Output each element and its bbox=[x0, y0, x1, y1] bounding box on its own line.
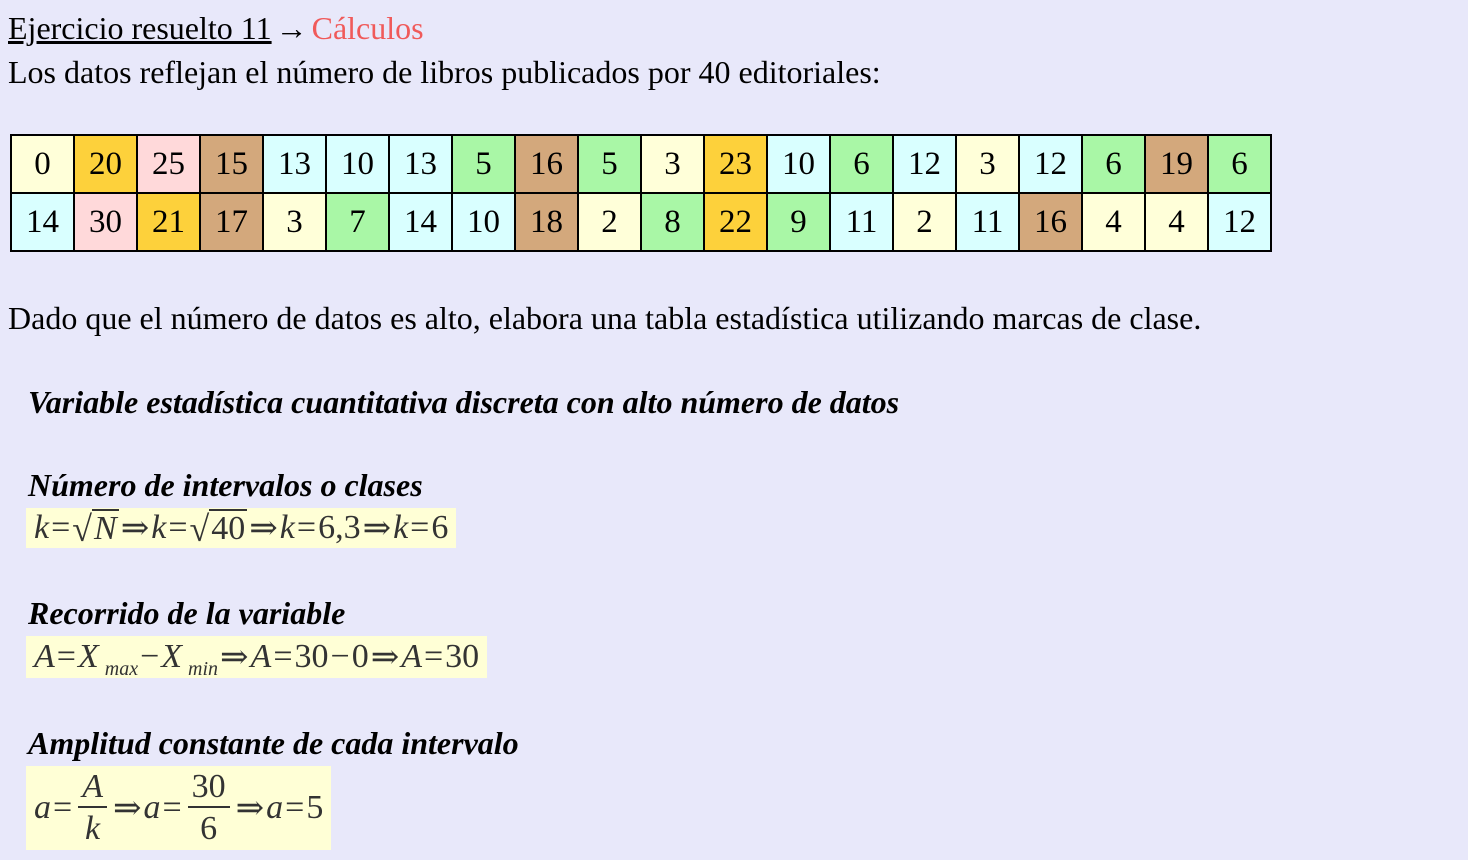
denominator-k: k bbox=[85, 810, 101, 847]
variable-heading: Variable estadística cuantitativa discreta con alto número de datos bbox=[28, 384, 900, 420]
table-cell: 12 bbox=[1019, 135, 1082, 193]
k-result: 6 bbox=[431, 509, 449, 546]
fraction-30-over-6 bbox=[188, 770, 230, 846]
table-cell: 10 bbox=[767, 135, 830, 193]
table-cell: 10 bbox=[326, 135, 389, 193]
implies-icon: ⇒ bbox=[235, 790, 265, 827]
table-cell: 12 bbox=[893, 135, 956, 193]
table-cell: 21 bbox=[137, 193, 200, 251]
exercise-header bbox=[8, 8, 424, 48]
implies-icon: ⇒ bbox=[362, 510, 392, 547]
k-var: k bbox=[393, 509, 409, 546]
implies-icon: ⇒ bbox=[112, 790, 142, 827]
table-cell: 25 bbox=[137, 135, 200, 193]
arrow-icon: → bbox=[275, 10, 308, 46]
range-formula bbox=[26, 636, 487, 678]
equals-sign: = bbox=[296, 509, 317, 546]
table-cell: 14 bbox=[389, 193, 452, 251]
table-cell: 11 bbox=[956, 193, 1019, 251]
intervals-title: Número de intervalos o clases bbox=[28, 467, 423, 503]
amplitude-result: 5 bbox=[306, 789, 324, 826]
table-cell: 15 bbox=[200, 135, 263, 193]
x-var: X bbox=[161, 638, 183, 675]
a-var: A bbox=[401, 638, 422, 675]
numerator-30: 30 bbox=[188, 770, 230, 808]
table-cell: 13 bbox=[389, 135, 452, 193]
implies-icon: ⇒ bbox=[220, 639, 249, 676]
radical-icon: √ bbox=[189, 508, 210, 549]
table-cell: 17 bbox=[200, 193, 263, 251]
equals-sign: = bbox=[56, 638, 76, 675]
n-var: N bbox=[94, 510, 117, 548]
table-cell: 22 bbox=[704, 193, 767, 251]
table-cell: 8 bbox=[641, 193, 704, 251]
approx-value: 6,3 bbox=[318, 509, 361, 546]
table-cell: 3 bbox=[641, 135, 704, 193]
table-cell: 16 bbox=[1019, 193, 1082, 251]
a-small-var: a bbox=[34, 789, 51, 826]
exercise-link[interactable]: Ejercicio resuelto 11 bbox=[8, 10, 272, 46]
sqrt-n bbox=[72, 509, 118, 547]
x-var: X bbox=[77, 638, 99, 675]
table-cell: 14 bbox=[11, 193, 74, 251]
a-var: A bbox=[34, 638, 55, 675]
table-cell: 30 bbox=[74, 193, 137, 251]
k-var: k bbox=[34, 509, 50, 546]
sqrt-40 bbox=[190, 509, 248, 547]
intervals-formula bbox=[26, 508, 456, 548]
radical-icon: √ bbox=[72, 508, 93, 549]
forty-value: 40 bbox=[211, 510, 246, 548]
thirty-value: 30 bbox=[294, 638, 329, 675]
data-table-body bbox=[11, 135, 1271, 251]
table-cell: 4 bbox=[1082, 193, 1145, 251]
range-title: Recorrido de la variable bbox=[28, 595, 346, 631]
table-cell: 9 bbox=[767, 193, 830, 251]
denominator-6: 6 bbox=[200, 810, 218, 847]
equals-sign: = bbox=[273, 638, 293, 675]
equals-sign: = bbox=[162, 789, 182, 826]
range-result: 30 bbox=[445, 638, 480, 675]
table-cell: 5 bbox=[578, 135, 641, 193]
implies-icon: ⇒ bbox=[370, 639, 400, 676]
table-cell: 23 bbox=[704, 135, 767, 193]
table-cell: 7 bbox=[326, 193, 389, 251]
equals-sign: = bbox=[423, 638, 444, 675]
intro-text: Los datos reflejan el número de libros publicados por 40 editoriales: bbox=[8, 54, 881, 90]
table-cell: 10 bbox=[452, 193, 515, 251]
table-cell: 6 bbox=[1082, 135, 1145, 193]
zero-value: 0 bbox=[351, 638, 369, 675]
a-var: A bbox=[250, 638, 272, 675]
table-cell: 2 bbox=[578, 193, 641, 251]
k-var: k bbox=[151, 509, 167, 546]
minus-sign: − bbox=[140, 638, 160, 675]
table-cell: 11 bbox=[830, 193, 893, 251]
table-cell: 13 bbox=[263, 135, 326, 193]
table-cell: 18 bbox=[515, 193, 578, 251]
max-subscript: max bbox=[104, 657, 139, 680]
a-small-var: a bbox=[266, 789, 284, 826]
table-cell: 3 bbox=[956, 135, 1019, 193]
implies-icon: ⇒ bbox=[249, 510, 278, 547]
amplitude-formula bbox=[26, 766, 331, 850]
implies-icon: ⇒ bbox=[120, 510, 150, 547]
table-cell: 4 bbox=[1145, 193, 1208, 251]
table-cell: 6 bbox=[1208, 135, 1271, 193]
table-cell: 2 bbox=[893, 193, 956, 251]
data-table bbox=[10, 134, 1272, 252]
min-subscript: min bbox=[188, 657, 219, 680]
equals-sign: = bbox=[168, 509, 188, 546]
section-label: Cálculos bbox=[311, 10, 424, 46]
table-cell: 16 bbox=[515, 135, 578, 193]
minus-sign: − bbox=[330, 638, 350, 675]
table-cell: 12 bbox=[1208, 193, 1271, 251]
table-cell: 3 bbox=[263, 193, 326, 251]
table-cell: 19 bbox=[1145, 135, 1208, 193]
equals-sign: = bbox=[53, 789, 73, 826]
equals-sign: = bbox=[285, 789, 305, 826]
a-small-var: a bbox=[143, 789, 161, 826]
equals-sign: = bbox=[410, 509, 430, 546]
table-row bbox=[11, 135, 1271, 193]
table-cell: 0 bbox=[11, 135, 74, 193]
fraction-a-over-k bbox=[78, 770, 107, 846]
k-var: k bbox=[279, 509, 295, 546]
amplitude-title: Amplitud constante de cada intervalo bbox=[28, 725, 519, 761]
equals-sign: = bbox=[51, 509, 71, 546]
table-cell: 5 bbox=[452, 135, 515, 193]
task-text: Dado que el número de datos es alto, elabora una tabla estadística utilizando marcas de clase. bbox=[8, 300, 1202, 336]
numerator-a: A bbox=[78, 770, 107, 808]
table-cell: 6 bbox=[830, 135, 893, 193]
table-cell: 20 bbox=[74, 135, 137, 193]
table-row bbox=[11, 193, 1271, 251]
